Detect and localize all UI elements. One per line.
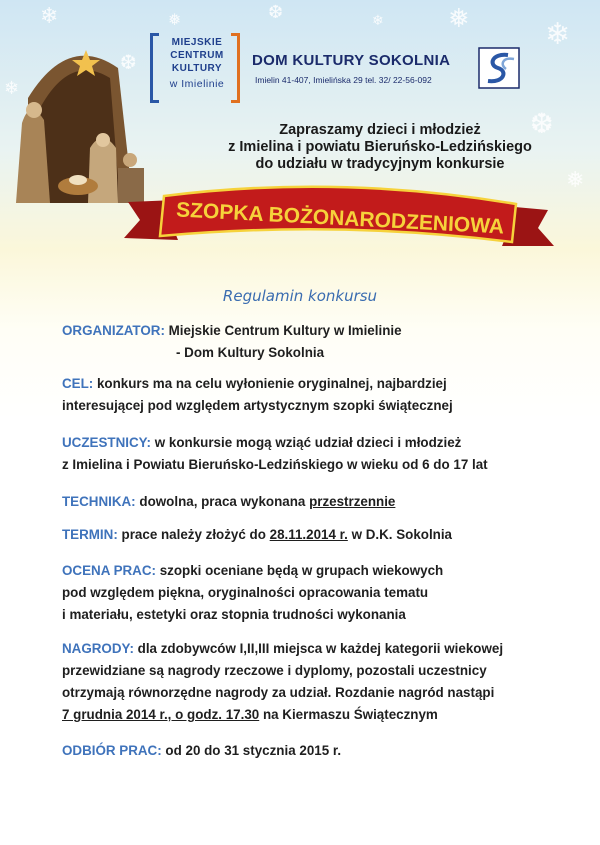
termin-after: w D.K. Sokolnia (347, 527, 453, 542)
snowflake-icon: ❆ (530, 107, 554, 140)
uczestnicy-line1: w konkursie mogą wziąć udział dzieci i młodzież (154, 435, 462, 450)
snowflake-icon: ❄ (545, 17, 571, 52)
dks-logo-icon (478, 47, 520, 89)
mck-logo (150, 33, 240, 99)
mck-logo-line4: w Imielinie (169, 78, 225, 90)
nagrody-date: 7 grudnia 2014 r., o godz. 17.30 (62, 707, 260, 722)
section-ocena (62, 560, 443, 626)
section-nagrody (62, 638, 503, 726)
odbior-text: od 20 do 31 stycznia 2015 r. (165, 743, 342, 758)
logo-bracket-left (150, 33, 159, 103)
technika-underlined: przestrzennie (309, 494, 396, 509)
mck-logo-line1: MIEJSKIE (171, 37, 223, 48)
dks-name: DOM KULTURY SOKOLNIA (252, 52, 451, 69)
termin-text: prace należy złożyć do (121, 527, 270, 542)
termin-label: TERMIN: (62, 527, 118, 542)
invitation-line2: z Imielina i powiatu Bieruńsko-Ledzińskiego (228, 139, 532, 155)
section-uczestnicy (62, 432, 488, 476)
uczestnicy-line2: z Imielina i Powiatu Bieruńsko-Ledzińskiego w wieku od 6 do 17 lat (62, 457, 488, 472)
organizator-line2: - Dom Kultury Sokolnia (176, 345, 325, 360)
nagrody-line2: przewidziane są nagrody rzeczowe i dyplomy, pozostali uczestnicy (62, 663, 487, 678)
banner-title: SZOPKA BOŻONARODZENIOWA (175, 198, 505, 239)
ocena-line1: szopki oceniane będą w grupach wiekowych (159, 563, 444, 578)
snowflake-icon: ❄ (4, 78, 20, 99)
section-termin (62, 524, 452, 546)
logo-bracket-right (231, 33, 240, 103)
invitation-line1: Zapraszamy dzieci i młodzież (279, 122, 481, 138)
ocena-line2: pod względem piękna, oryginalności opracowania tematu (62, 585, 429, 600)
invitation-line3: do udziału w tradycyjnym konkursie (255, 156, 505, 172)
nagrody-line1: dla zdobywców I,II,III miejsca w każdej kategorii wiekowej (137, 641, 504, 656)
section-organizator (62, 320, 402, 364)
nagrody-line4-after: na Kiermaszu Świątecznym (259, 707, 438, 722)
ocena-label: OCENA PRAC: (62, 563, 156, 578)
invitation-text (200, 122, 560, 173)
ocena-line3: i materiału, estetyki oraz stopnia trudności wykonania (62, 607, 406, 622)
organizator-label: ORGANIZATOR: (62, 323, 165, 338)
snowflake-icon: ❅ (566, 168, 585, 193)
dks-address: Imielin 41-407, Imielińska 29 tel. 32/ 22-56-092 (255, 75, 432, 85)
cel-line2: interesującej pod względem artystycznym szopki świątecznej (62, 398, 453, 413)
section-cel (62, 373, 453, 417)
nagrody-line3: otrzymają równorzędne nagrody za udział. Rozdanie nagród nastąpi (62, 685, 495, 700)
snowflake-icon: ❄ (40, 4, 59, 29)
technika-label: TECHNIKA: (62, 494, 136, 509)
mck-logo-line2: CENTRUM (170, 50, 224, 61)
snowflake-icon: ❄ (372, 13, 384, 29)
termin-date: 28.11.2014 r. (269, 527, 348, 542)
section-technika (62, 491, 395, 513)
cel-label: CEL: (62, 376, 94, 391)
uczestnicy-label: UCZESTNICY: (62, 435, 152, 450)
section-odbior (62, 740, 341, 762)
snowflake-icon: ❅ (168, 10, 182, 29)
title-ribbon-banner (118, 180, 558, 260)
nagrody-label: NAGRODY: (62, 641, 134, 656)
organizator-line1: Miejskie Centrum Kultury w Imielinie (168, 323, 402, 338)
snowflake-icon: ❆ (120, 50, 137, 74)
odbior-label: ODBIÓR PRAC: (62, 743, 162, 758)
technika-text: dowolna, praca wykonana (139, 494, 310, 509)
rules-title: Regulamin konkursu (222, 287, 378, 305)
snowflake-icon: ❅ (448, 4, 470, 34)
mck-logo-line3: KULTURY (171, 63, 223, 74)
cel-line1: konkurs ma na celu wyłonienie oryginalnej, najbardziej (96, 376, 447, 391)
snowflake-icon: ❆ (268, 2, 284, 23)
